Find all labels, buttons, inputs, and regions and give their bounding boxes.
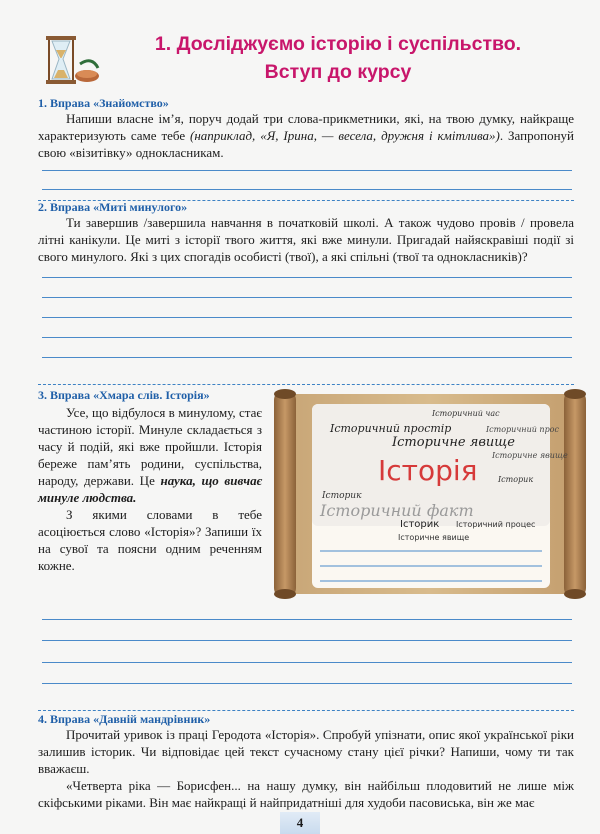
scroll-word-cloud xyxy=(272,386,588,602)
answer-line[interactable] xyxy=(42,297,572,298)
answer-line[interactable] xyxy=(42,662,572,663)
word-cloud-item: Історичний процес xyxy=(456,520,536,529)
exercise-4-title: 4. Вправа «Давній мандрівник» xyxy=(38,712,211,726)
exercise-4-quote: «Четверта ріка — Борисфен... на нашу думку, він найбільш плодовитий не лише між скіфськими ріками. Він має найкращі й найпридатніші для худоби пасовиська, він же має xyxy=(38,778,574,810)
exercise-1-example: (наприклад, «Я, Ірина, — весела, дружня і кмітлива») xyxy=(190,128,500,143)
answer-line[interactable] xyxy=(42,170,572,171)
exercise-3-text-a: Усе, що відбулося в минулому, стає частиною історії. Минуле складається з часу й подій, які вже пройшли. Історія береже пам’ять родини, суспільства, народу, держави. Це xyxy=(38,405,262,488)
answer-line[interactable] xyxy=(42,337,572,338)
section-divider xyxy=(38,710,574,711)
word-cloud-main: Історія xyxy=(378,454,478,487)
word-cloud-item: Історичне явище xyxy=(492,451,568,460)
answer-line[interactable] xyxy=(42,640,572,641)
exercise-1-title: 1. Вправа «Знайомство» xyxy=(38,96,169,110)
answer-line[interactable] xyxy=(42,683,572,684)
answer-line[interactable] xyxy=(42,277,572,278)
word-cloud-item: Історичний простір xyxy=(330,422,452,435)
answer-line[interactable] xyxy=(42,317,572,318)
section-divider xyxy=(38,384,574,385)
word-cloud-item: Історичний час xyxy=(432,409,500,418)
exercise-4-text xyxy=(38,726,574,811)
exercise-1-text xyxy=(38,110,574,161)
word-cloud-item: Історик xyxy=(400,519,440,530)
title-line-1: 1. Досліджуємо історію і суспільство. xyxy=(154,33,522,55)
answer-line[interactable] xyxy=(42,619,572,620)
exercise-1-text-a: Напиши власне ім’я, поруч додай три слова-прикметники, які, на твою думку, найкраще характеризують саме тебе xyxy=(38,111,574,143)
word-cloud-item: Історичний прос xyxy=(486,425,559,434)
answer-line[interactable] xyxy=(42,357,572,358)
page-title xyxy=(118,30,558,86)
exercise-3-title: 3. Вправа «Хмара слів. Історія» xyxy=(38,388,210,402)
word-cloud-item: Історик xyxy=(498,475,534,484)
word-cloud-item: Історик xyxy=(322,491,362,501)
exercise-2-title: 2. Вправа «Миті минулого» xyxy=(38,200,188,214)
exercise-4-instruction: Прочитай уривок із праці Геродота «Історія». Спробуй упізнати, опис якої української ріки залишив історик. Чи відповідає цей текст сучасному стану цієї річки? Напиши, чому ти так вважаєш. xyxy=(38,727,574,776)
exercise-3-text xyxy=(38,404,262,574)
exercise-3-definition: наука, що вивчає минуле людства. xyxy=(38,473,262,505)
exercise-3-text-b: З якими словами в тебе асоціюється слово «Історія»? Запиши їх на сувої та поясни одним реченням кожне. xyxy=(38,507,262,573)
exercise-1-text-b: . Запропонуй свою «візитівку» однокласникам. xyxy=(38,128,574,160)
hourglass-icon xyxy=(42,34,102,86)
page-number: 4 xyxy=(280,812,320,834)
word-cloud-item: Історичне явище xyxy=(398,533,470,542)
word-cloud-item: Історичний факт xyxy=(320,501,474,520)
answer-line[interactable] xyxy=(42,189,572,190)
exercise-2-text: Ти завершив /завершила навчання в початковій школі. А також чудово провів / провела літні канікули. Це миті з історії твого життя, які вже минули. Пригадай найяскравіші події зі свого минулого. Які з цих спогадів особисті (твої), а які спільні (твої та однокласників)? xyxy=(38,215,574,264)
word-cloud-item: Історичне явище xyxy=(392,435,515,450)
title-line-2: Вступ до курсу xyxy=(264,61,412,83)
